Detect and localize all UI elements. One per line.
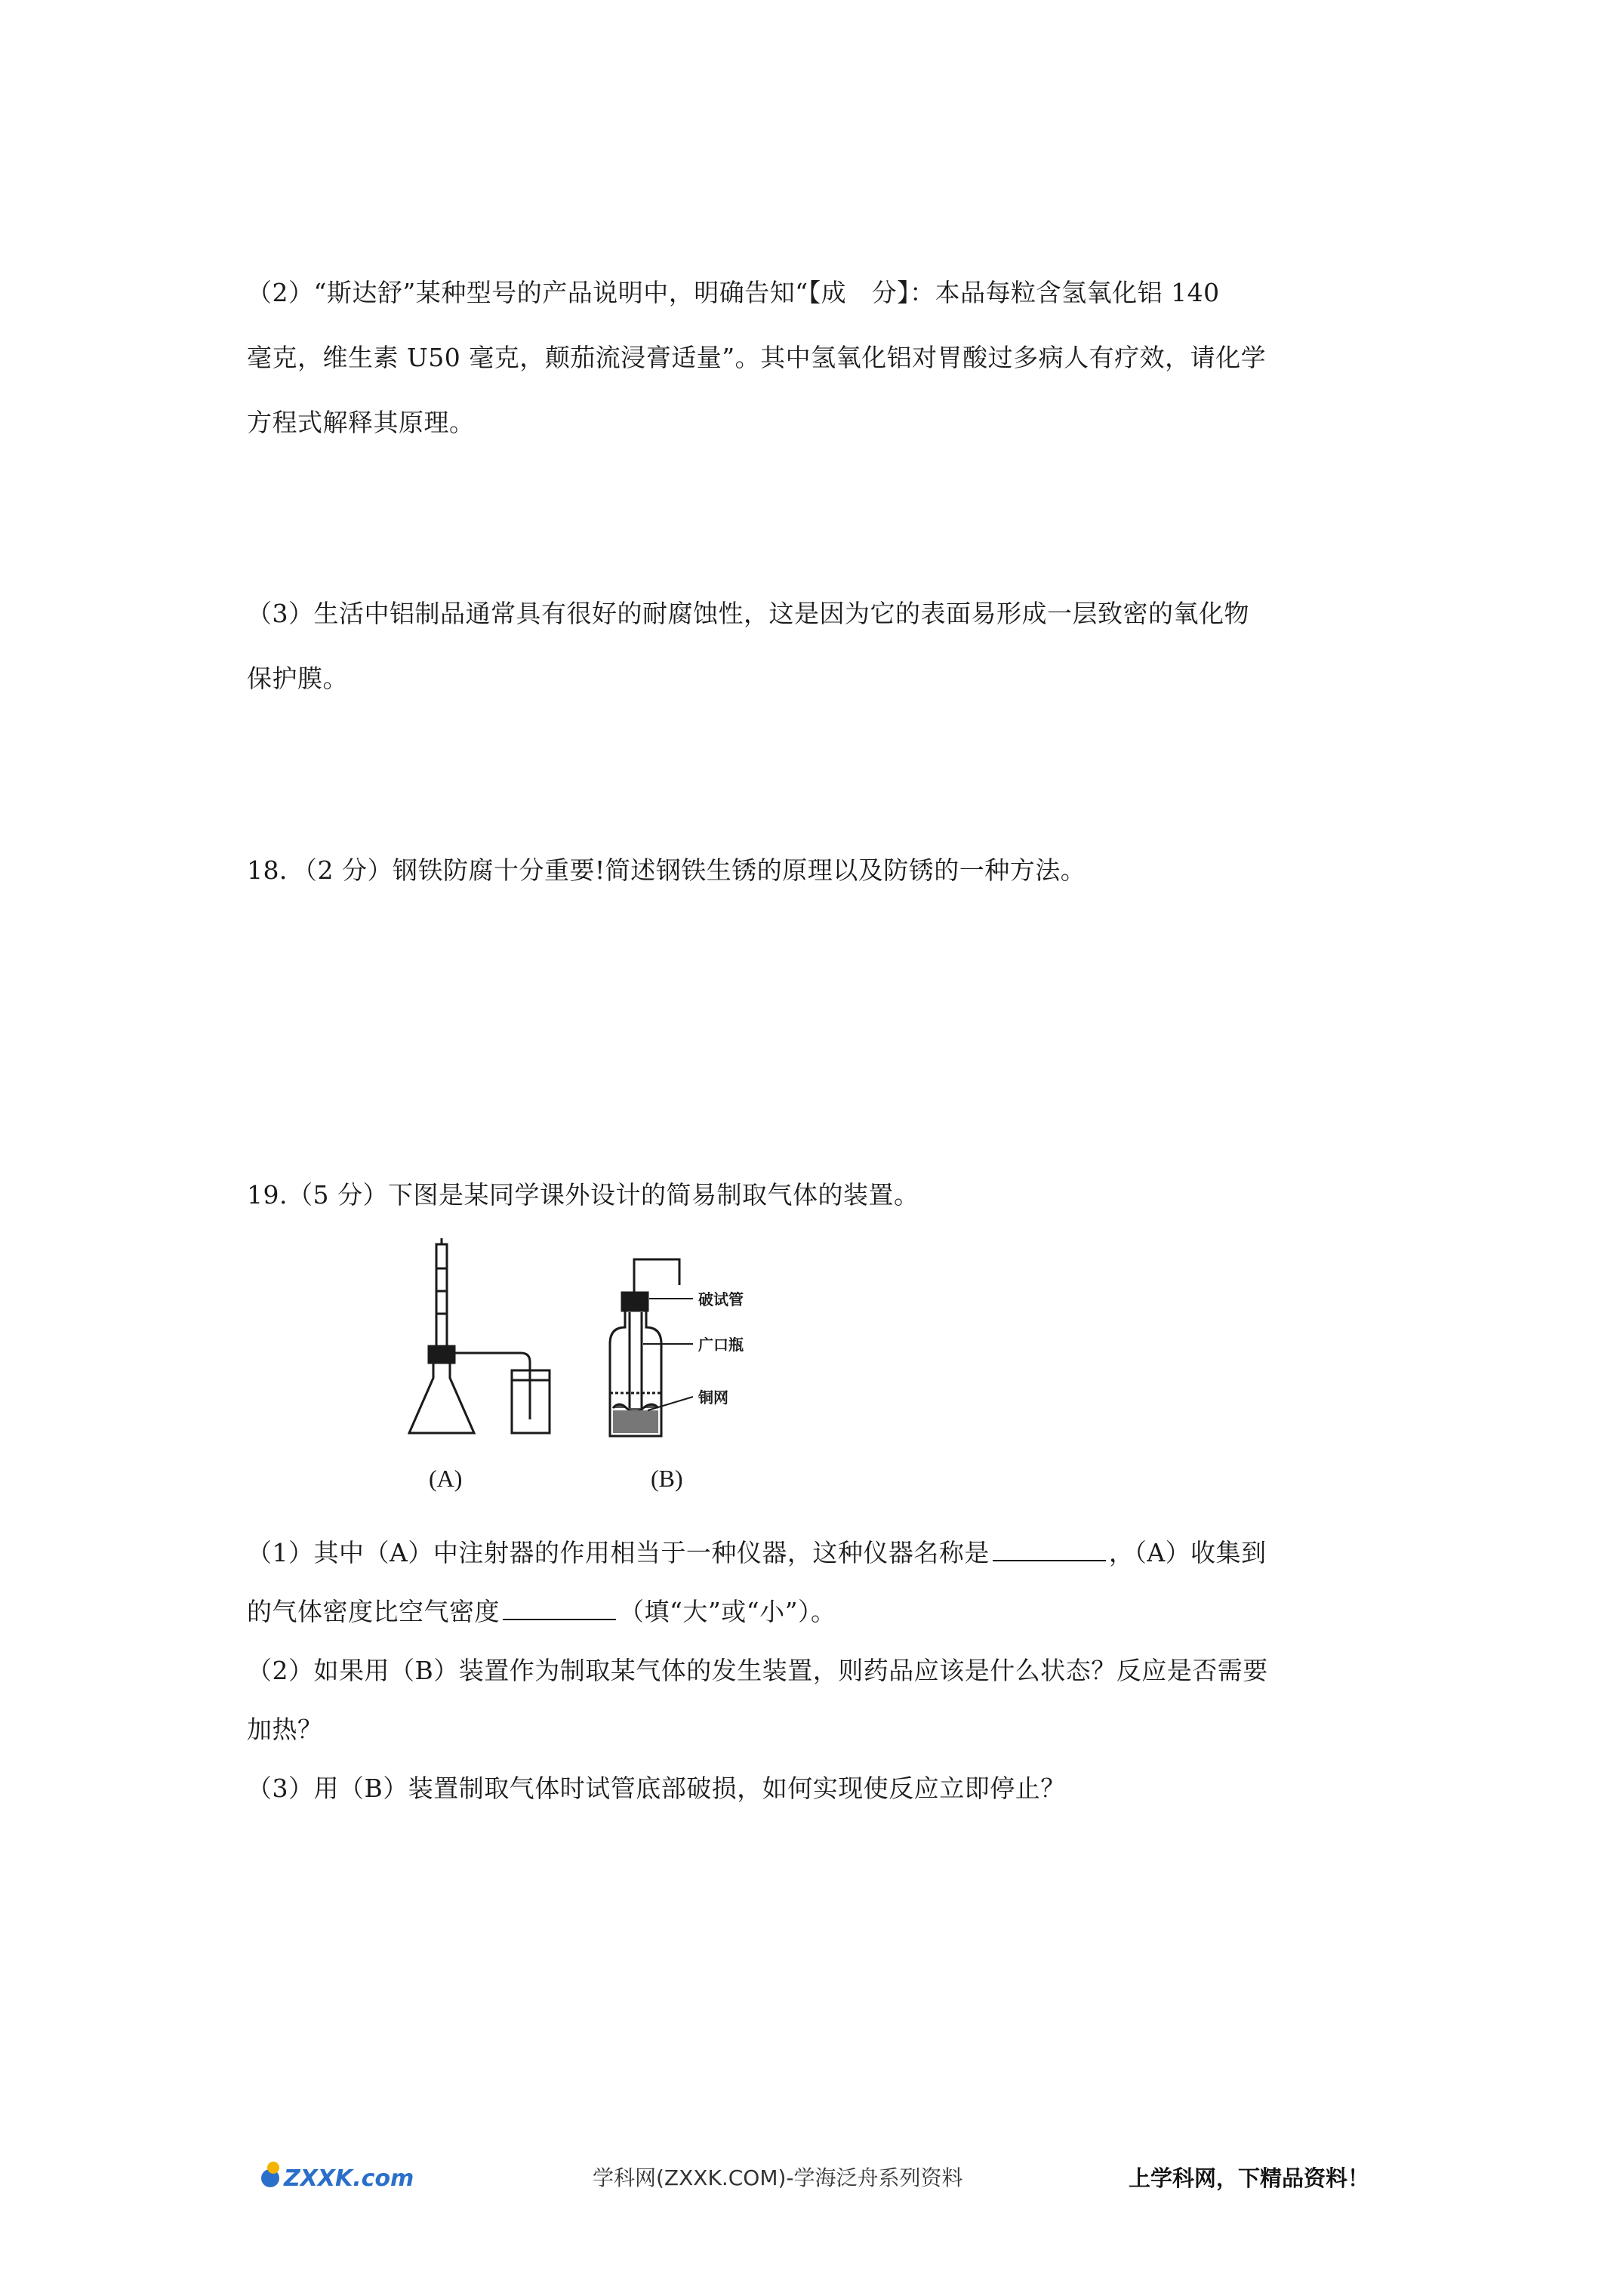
figure-caption-a: (A)	[429, 1465, 463, 1492]
q19-sub3: （3）用（B）装置制取气体时试管底部破损，如何实现使反应立即停止？	[247, 1774, 1066, 1803]
apparatus-figure	[408, 1238, 815, 1525]
q19-sub1-line2-a: 的气体密度比空气密度	[247, 1597, 500, 1626]
logo-graphic	[257, 2156, 430, 2193]
q19-sub1-line1	[247, 1524, 1394, 1583]
apparatus-b	[610, 1259, 693, 1436]
answer-blank-2[interactable]	[503, 1596, 616, 1620]
broken-test-tube	[630, 1312, 642, 1413]
logo-text: ZXXK.com	[284, 2165, 414, 2192]
question-18	[247, 838, 1394, 903]
q19-sub1-line1-b: ，（A）收集到	[1108, 1538, 1267, 1567]
outlet-tube	[634, 1259, 679, 1295]
q17-part2-line1: （2）“斯达舒”某种型号的产品说明中，明确告知“【成 分】：本品每粒含氢氧化铝 140	[247, 278, 1220, 307]
figure-caption-b: (B)	[651, 1465, 683, 1492]
label-copper-mesh: 铜网	[698, 1388, 728, 1407]
q17-part2-line2: 毫克，维生素 U50 毫克，颠茄流浸膏适量”。其中氢氧化铝对胃酸过多病人有疗效，请化学	[247, 343, 1267, 372]
answer-blank-1[interactable]	[993, 1537, 1106, 1561]
q17-part3	[247, 581, 1394, 711]
q19-sub1-line2-b: （填“大”或“小”）。	[619, 1597, 836, 1626]
label-broken-tube: 破试管	[698, 1290, 744, 1308]
conical-flask	[409, 1363, 474, 1433]
label-wide-bottle: 广口瓶	[698, 1336, 744, 1354]
q19-sub1-line1-a: （1）其中（A）中注射器的作用相当于一种仪器，这种仪器名称是	[247, 1538, 990, 1567]
syringe	[436, 1244, 447, 1346]
q17-part2	[247, 260, 1394, 455]
q19-sub2-line2: 加热？	[247, 1715, 323, 1744]
zxxk-logo	[257, 2156, 430, 2196]
b-stopper	[622, 1293, 648, 1311]
apparatus-a	[409, 1238, 550, 1433]
question-19-subquestions	[247, 1524, 1394, 1818]
q18-text: 18．（2 分）钢铁防腐十分重要!简述钢铁生锈的原理以及防锈的一种方法。	[247, 855, 1086, 885]
q19-sub2-line1: （2）如果用（B）装置作为制取某气体的发生装置，则药品应该是什么状态？反应是否需要	[247, 1656, 1268, 1685]
question-19-intro	[247, 1163, 1394, 1228]
q19-sub1-line2	[247, 1583, 1394, 1641]
footer-center-text: 学科网(ZXXK.COM)-学海泛舟系列资料	[593, 2165, 963, 2190]
delivery-tube	[454, 1353, 530, 1419]
page-footer	[0, 2156, 1623, 2201]
q17-part3-line1: （3）生活中铝制品通常具有很好的耐腐蚀性，这是因为它的表面易形成一层致密的氧化物	[247, 599, 1249, 628]
apparatus-diagram	[408, 1238, 815, 1480]
flask-stopper	[429, 1346, 454, 1363]
q19-intro-text: 19.（5 分）下图是某同学课外设计的简易制取气体的装置。	[247, 1180, 919, 1210]
q17-part3-line2: 保护膜。	[247, 664, 348, 693]
q17-part2-line3: 方程式解释其原理。	[247, 408, 475, 437]
footer-slogan: 上学科网，下精品资料！	[1129, 2165, 1370, 2191]
